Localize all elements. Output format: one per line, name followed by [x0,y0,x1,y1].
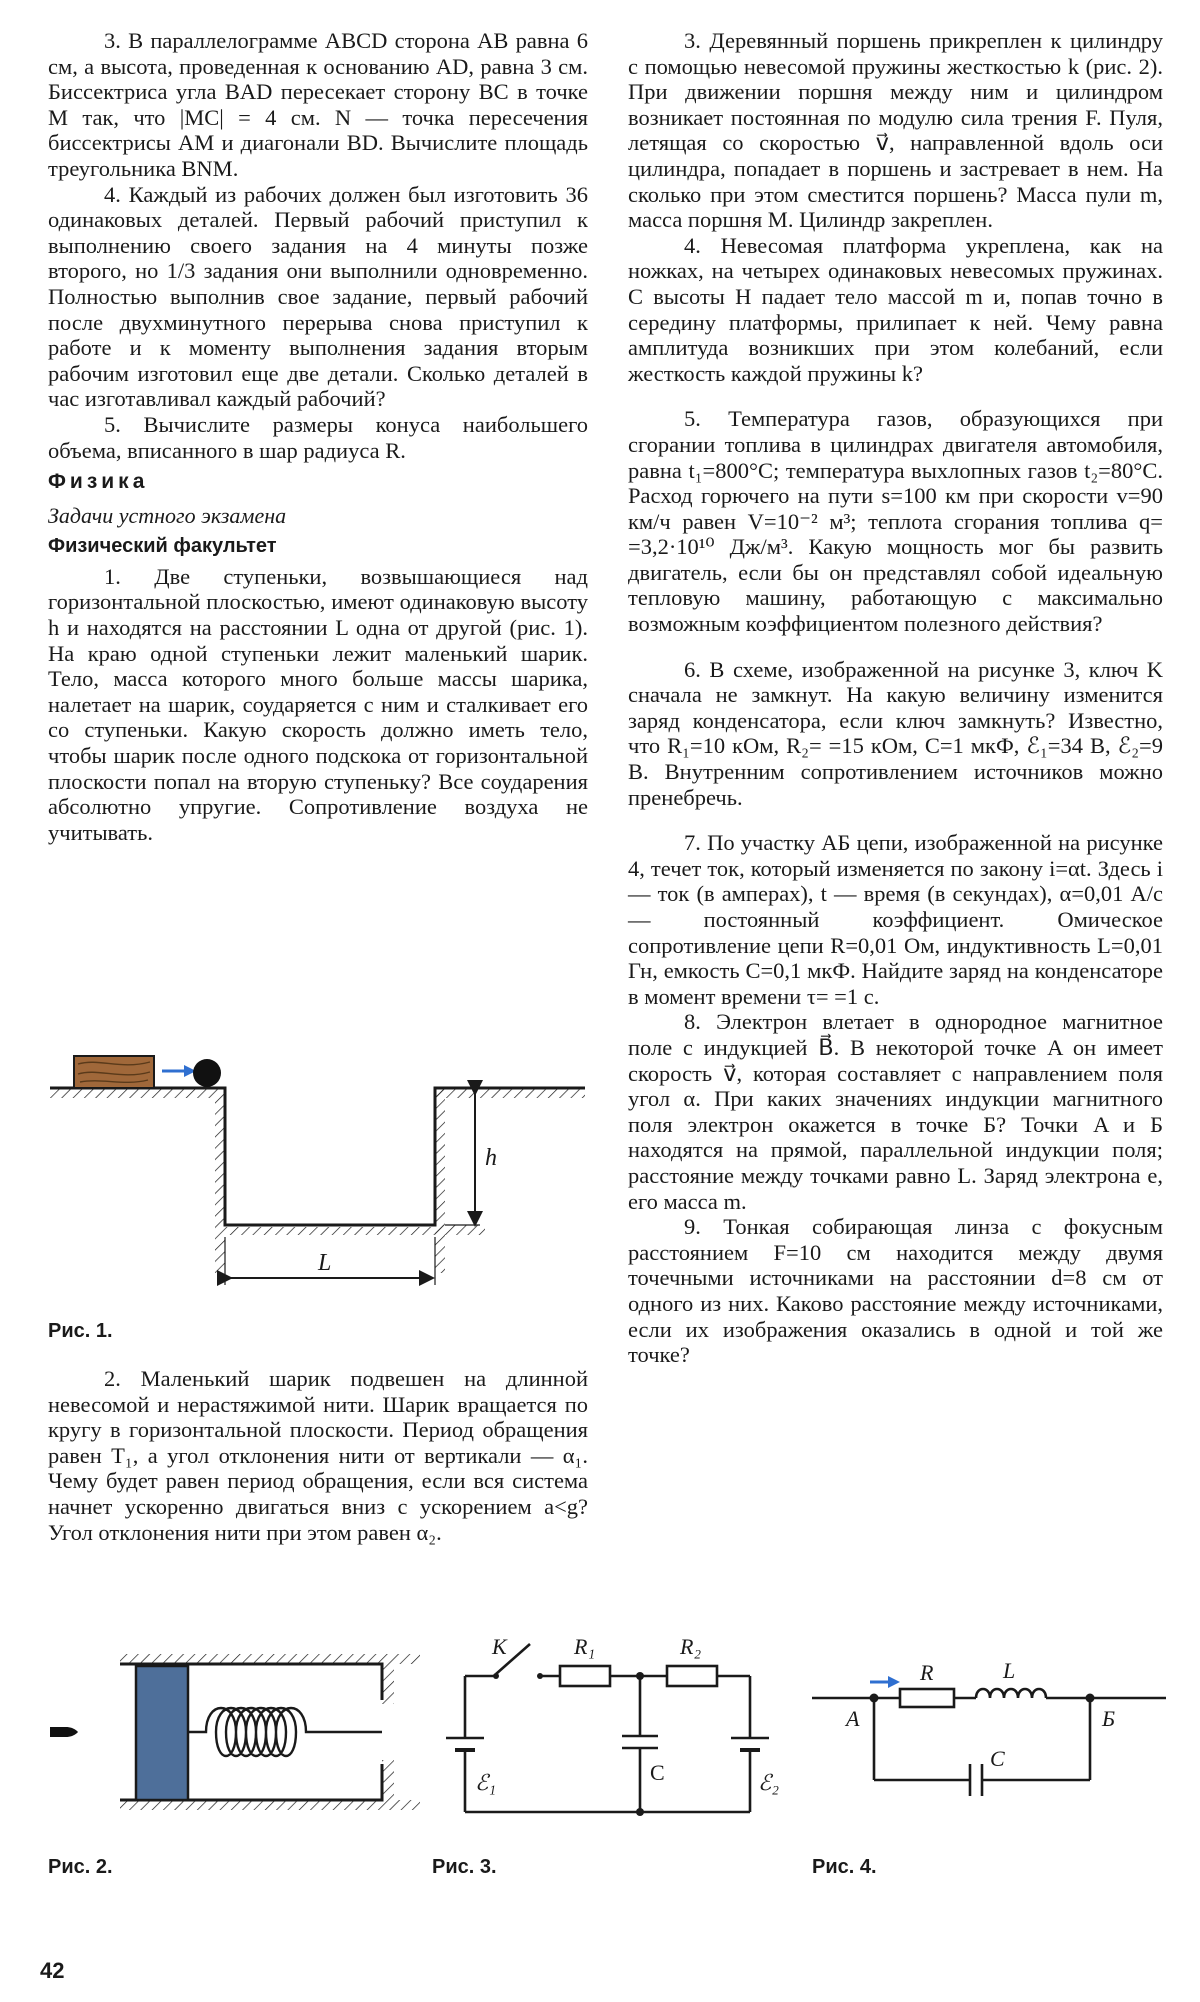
label-C: C [990,1746,1005,1771]
piston [136,1666,188,1800]
label-K: K [492,1634,507,1659]
label-C: C [650,1760,665,1785]
figure-2-caption: Рис. 2. [48,1856,113,1878]
label-L: L [1003,1658,1016,1683]
figure-4-circuit [810,1660,1180,1820]
math-problem-5: 5. Вычислите размеры конуса наибольшего объема, вписанного в шар радиуса R. [48,411,588,463]
figure-3-circuit [430,1630,790,1830]
figure-3-caption: Рис. 3. [432,1856,497,1878]
physics-problem-4: 4. Невесомая платформа укреплена, как на ножках, на четырех одинаковых невесомых пружинах. С высоты H падает тело массой m и, попав точно в середину платформы, прилипает к ней. Чему равна амплитуда возникших при этом колебаний, если жесткость каждой пружины k? [628,232,1163,386]
physics-problem-3: 3. Деревянный поршень прикреплен к цилиндру с помощью невесомой пружины жесткостью k (рис. 2). При движении поршня между ним и цилиндром возникает постоянная по модулю сила трения F. Пуля, летящая со скоростью v⃗, направленной вдоль оси цилиндра, попадает в поршень и застревает в нем. На сколько при этом сместится поршень? Масса пули m, масса поршня M. Цилиндр закреплен. [628,28,1163,233]
ball [193,1059,221,1087]
figure-1-steps [40,1040,600,1300]
label-E1: ℰ₁ [475,1770,496,1795]
faculty-title: Физический факультет [48,535,277,558]
physics-problem-5: 5. Температура газов, образующихся при сгорании топлива в цилиндрах двигателя автомобиля, равна t₁=800°C; температура выхлопных газов t₂=80°C. Расход горючего на пути s=100 км при скорости v=90 км/ч равен V=10⁻² м³; теплота сгорания топлива q= =3,2·10¹⁰ Дж/м³. Какую мощность мог бы развить двигатель, если бы он представлял собой идеальную тепловую машину, работающую с максимально возможным коэффициентом полезного действия? [628,406,1163,637]
physics-problem-6: 6. В схеме, изображенной на рисунке 3, ключ K сначала не замкнут. На какую величину изменится заряд конденсатора, если ключ замкнуть? Известно, что R₁=10 кОм, R₂= =15 кОм, C=1 мкФ, ℰ₁=34 В, ℰ₂=9 В. Внутренним сопротивлением источников можно пренебречь. [628,656,1163,810]
bullet [50,1727,78,1737]
label-A: A [846,1706,860,1731]
figure-4-caption: Рис. 4. [812,1856,877,1878]
label-R: R [920,1660,934,1685]
left-column [48,28,588,845]
physics-problem-9: 9. Тонкая собирающая линза с фокусным расстоянием F=10 см находится между двумя точечными источниками на расстоянии d=8 см от одного из них. Каково расстояние между источниками, если их изображения оказались в одной и той же точке? [628,1214,1163,1368]
label-R2: R₂ [680,1634,702,1659]
physics-problem-8: 8. Электрон влетает в однородное магнитное поле с индукцией B⃗. В некоторой точке A он имеет скорость v⃗, которая составляет с направлением поля угол α. При каких значениях индукции магнитного поля электрон окажется в точке Б? Точки A и Б находятся на прямой, параллельной индукции поля; расстояние между точками равно L. Заряд электрона e, его масса m. [628,1009,1163,1214]
page-number: 42 [40,1958,65,1983]
figure-2-piston [40,1650,420,1830]
figure-1-caption: Рис. 1. [48,1320,113,1342]
right-column [628,28,1163,1368]
label-h: h [485,1145,497,1171]
left-column-lower [48,1366,588,1545]
physics-problem-2: 2. Маленький шарик подвешен на длинной невесомой и нерастяжимой нити. Шарик вращается по кругу в горизонтальной плоскости. Период обращения равен T₁, а угол отклонения нити от вертикали — α₁. Чему будет равен период обращения, если вся система начнет ускоренно двигаться вниз с ускорением a<g? Угол отклонения нити при этом равен α₂. [48,1366,588,1545]
label-B: Б [1102,1706,1115,1731]
math-problem-4: 4. Каждый из рабочих должен был изготовить 36 одинаковых деталей. Первый рабочий приступил к выполнению своего задания на 4 минуты позже второго, но 1/3 задания они выполнили одновременно. Полностью выполнив свое задание, первый рабочий после двухминутного перерыва снова приступил к работе и к моменту выполнения задания вторым рабочим изготовил еще две детали. Сколько деталей в час изготавливал каждый рабочий? [48,181,588,412]
spring [188,1708,382,1756]
physics-problem-7: 7. По участку АБ цепи, изображенной на рисунке 4, течет ток, который изменяется по закону i=αt. Здесь i — ток (в амперах), t — время (в секундах), α=0,01 А/с — постоянный коэффициент. Омическое сопротивление цепи R=0,01 Ом, индуктивность L=0,01 Гн, емкость C=0,1 мкФ. Найдите заряд на конденсаторе в момент времени τ= =1 с. [628,830,1163,1009]
section-title-physics: Физика [48,470,149,494]
label-L: L [318,1250,332,1276]
physics-problem-1: 1. Две ступеньки, возвышающиеся над горизонтальной плоскостью, имеют одинаковую высоту h и находятся на расстоянии L одна от другой (рис. 1). На краю одной ступеньки лежит маленький шарик. Тело, масса которого много больше массы шарика, налетает на шарик, соударяется с ним и сталкивает его со ступеньки. Какую скорость должно иметь тело, чтобы шарик после одного подскока от горизонтальной плоскости попал на вторую ступеньку? Все соударения абсолютно упругие. Сопротивление воздуха не учитывать. [48,563,588,845]
label-R1: R₁ [574,1634,596,1659]
exam-subtitle: Задачи устного экзамена [48,502,287,528]
label-E2: ℰ₂ [758,1770,779,1795]
math-problem-3: 3. В параллелограмме ABCD сторона AB равна 6 см, а высота, проведенная к основанию AD, равна 3 см. Биссектриса угла BAD пересекает сторону BC в точке M так, что |MC| = 4 см. N — точка пересечения биссектрисы AM и диагонали BD. Вычислите площадь треугольника BNM. [48,28,588,181]
